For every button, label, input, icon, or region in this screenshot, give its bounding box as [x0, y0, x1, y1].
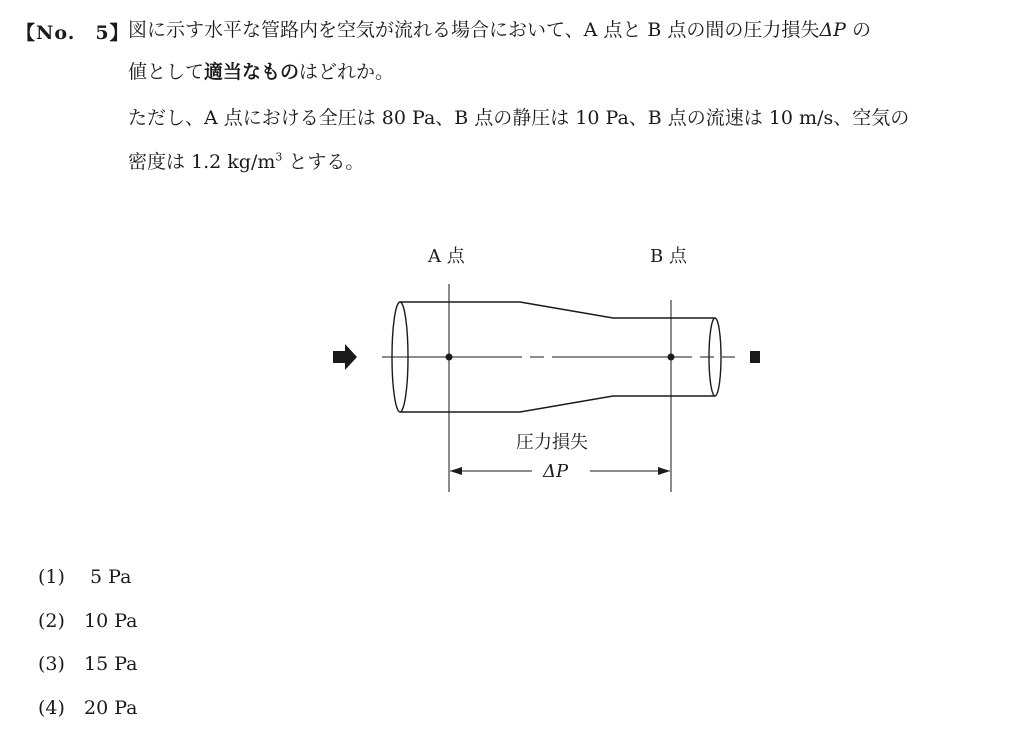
choice-1[interactable]	[38, 566, 131, 588]
choice-3-text: 15 Pa	[84, 653, 138, 675]
outflow-arrow-icon	[750, 344, 760, 370]
superscript-3: 3	[275, 150, 283, 164]
question-line-1	[128, 18, 871, 42]
pipe-top-edge	[400, 302, 715, 318]
inflow-arrow-icon	[333, 344, 357, 370]
choice-3-number: (3)	[38, 653, 65, 675]
question-line-4-post: とする。	[282, 151, 365, 173]
point-a-dot	[446, 354, 453, 361]
question-number: 【No. 5】	[16, 22, 130, 44]
dimension-arrowhead-left-icon	[450, 467, 462, 475]
pressure-loss-label: 圧力損失	[516, 432, 588, 453]
choice-1-text: 5 Pa	[84, 566, 132, 588]
question-emphasis: 適当なもの	[204, 61, 300, 83]
question-line-2	[128, 60, 394, 84]
choice-4[interactable]	[38, 697, 137, 719]
question-line-2-post: はどれか。	[299, 61, 395, 83]
question-line-4	[128, 150, 364, 174]
choice-2-number: (2)	[38, 610, 65, 632]
point-a-label: A 点	[428, 246, 465, 267]
pipe-diagram	[320, 228, 760, 498]
delta-p-label: ΔP	[543, 461, 569, 482]
question-line-1-text: 図に示す水平な管路内を空気が流れる場合において、A 点と B 点の間の圧力損失	[128, 19, 820, 41]
point-b-label: B 点	[650, 246, 687, 267]
question-line-4-pre: 密度は 1.2 kg/m	[128, 151, 276, 173]
delta-p-symbol: ΔP	[819, 19, 846, 41]
question-line-1-tail: の	[845, 19, 871, 41]
question-line-3: ただし、A 点における全圧は 80 Pa、B 点の静圧は 10 Pa、B 点の流速は 10 m/s、空気の	[128, 107, 910, 129]
pipe-bottom-edge	[400, 396, 715, 412]
choice-1-number: (1)	[38, 566, 65, 588]
dimension-arrowhead-right-icon	[658, 467, 670, 475]
choice-2[interactable]	[38, 610, 137, 632]
choice-4-text: 20 Pa	[84, 697, 138, 719]
question-line-2-pre: 値として	[128, 61, 205, 83]
choice-3[interactable]	[38, 653, 137, 675]
choice-2-text: 10 Pa	[84, 610, 138, 632]
point-b-dot	[668, 354, 675, 361]
choice-4-number: (4)	[38, 697, 65, 719]
